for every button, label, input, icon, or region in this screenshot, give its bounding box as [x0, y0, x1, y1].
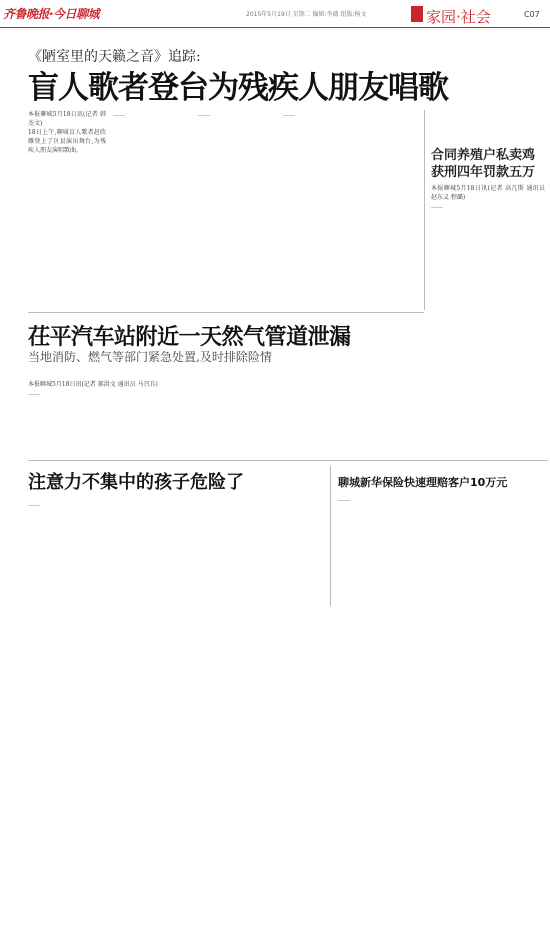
article4-headline: 聊城新华保险快速理赔客户10万元 [338, 476, 508, 489]
page-header [0, 0, 550, 28]
section-color-block [411, 6, 423, 22]
section-divider [28, 312, 424, 313]
side-article-body [431, 184, 545, 374]
article3-text: …… [28, 501, 40, 508]
column-divider [330, 466, 331, 606]
section-title: 家园·社会 [426, 8, 491, 26]
article1-column-1 [28, 110, 106, 305]
article1-headline: 盲人歌者登台为残疾人朋友唱歌 [28, 70, 448, 106]
side-article-byline: 本报聊城5月18日讯(记者 高几斯 通讯员 赵东义 程璐) [431, 185, 545, 201]
article2-subhead: 当地消防、燃气等部门紧急处置,及时排除险情 [28, 350, 272, 364]
article1-col1-text: 18日上午,聊城盲人歌者赵欣雁登上了区县演出舞台,为残疾人朋友演唱歌曲。 [28, 129, 106, 154]
article3-body [28, 500, 323, 600]
article1-column-3 [198, 110, 276, 260]
article1-kicker: 《陋室里的天籁之音》追踪: [28, 49, 201, 65]
section-divider [28, 460, 548, 461]
header-divider [0, 27, 550, 28]
article1-byline: 本报聊城5月18日讯(记者 韩杰文) [28, 111, 106, 127]
article4-text: …… [338, 496, 350, 503]
article1-column-2 [113, 110, 191, 260]
article2-text: …… [28, 390, 40, 397]
newspaper-logo: 齐鲁晚报·今日聊城 [3, 7, 100, 21]
column-divider [424, 110, 425, 310]
side-article-headline: 合同养殖户私卖鸡获刑四年罚款五万 [431, 148, 536, 180]
article1-col4-text: …… [283, 111, 295, 118]
article1-col2-text: …… [113, 111, 125, 118]
side-article-text: …… [431, 203, 443, 210]
page-number: C07 [524, 10, 540, 19]
article1-column-4 [283, 110, 361, 260]
article2-headline: 茌平汽车站附近一天然气管道泄漏 [28, 325, 351, 350]
article3-headline: 注意力不集中的孩子危险了 [28, 472, 244, 493]
article1-col3-text: …… [198, 111, 210, 118]
article4-body [338, 495, 545, 600]
article2-byline: 本报聊城5月18日讯(记者 郝洪文 通讯员 马召兵) [28, 381, 158, 388]
article2-body [28, 380, 424, 445]
issue-info: 2015年5月19日 星期二 编辑:李薇 组版:杨文 [246, 11, 367, 18]
